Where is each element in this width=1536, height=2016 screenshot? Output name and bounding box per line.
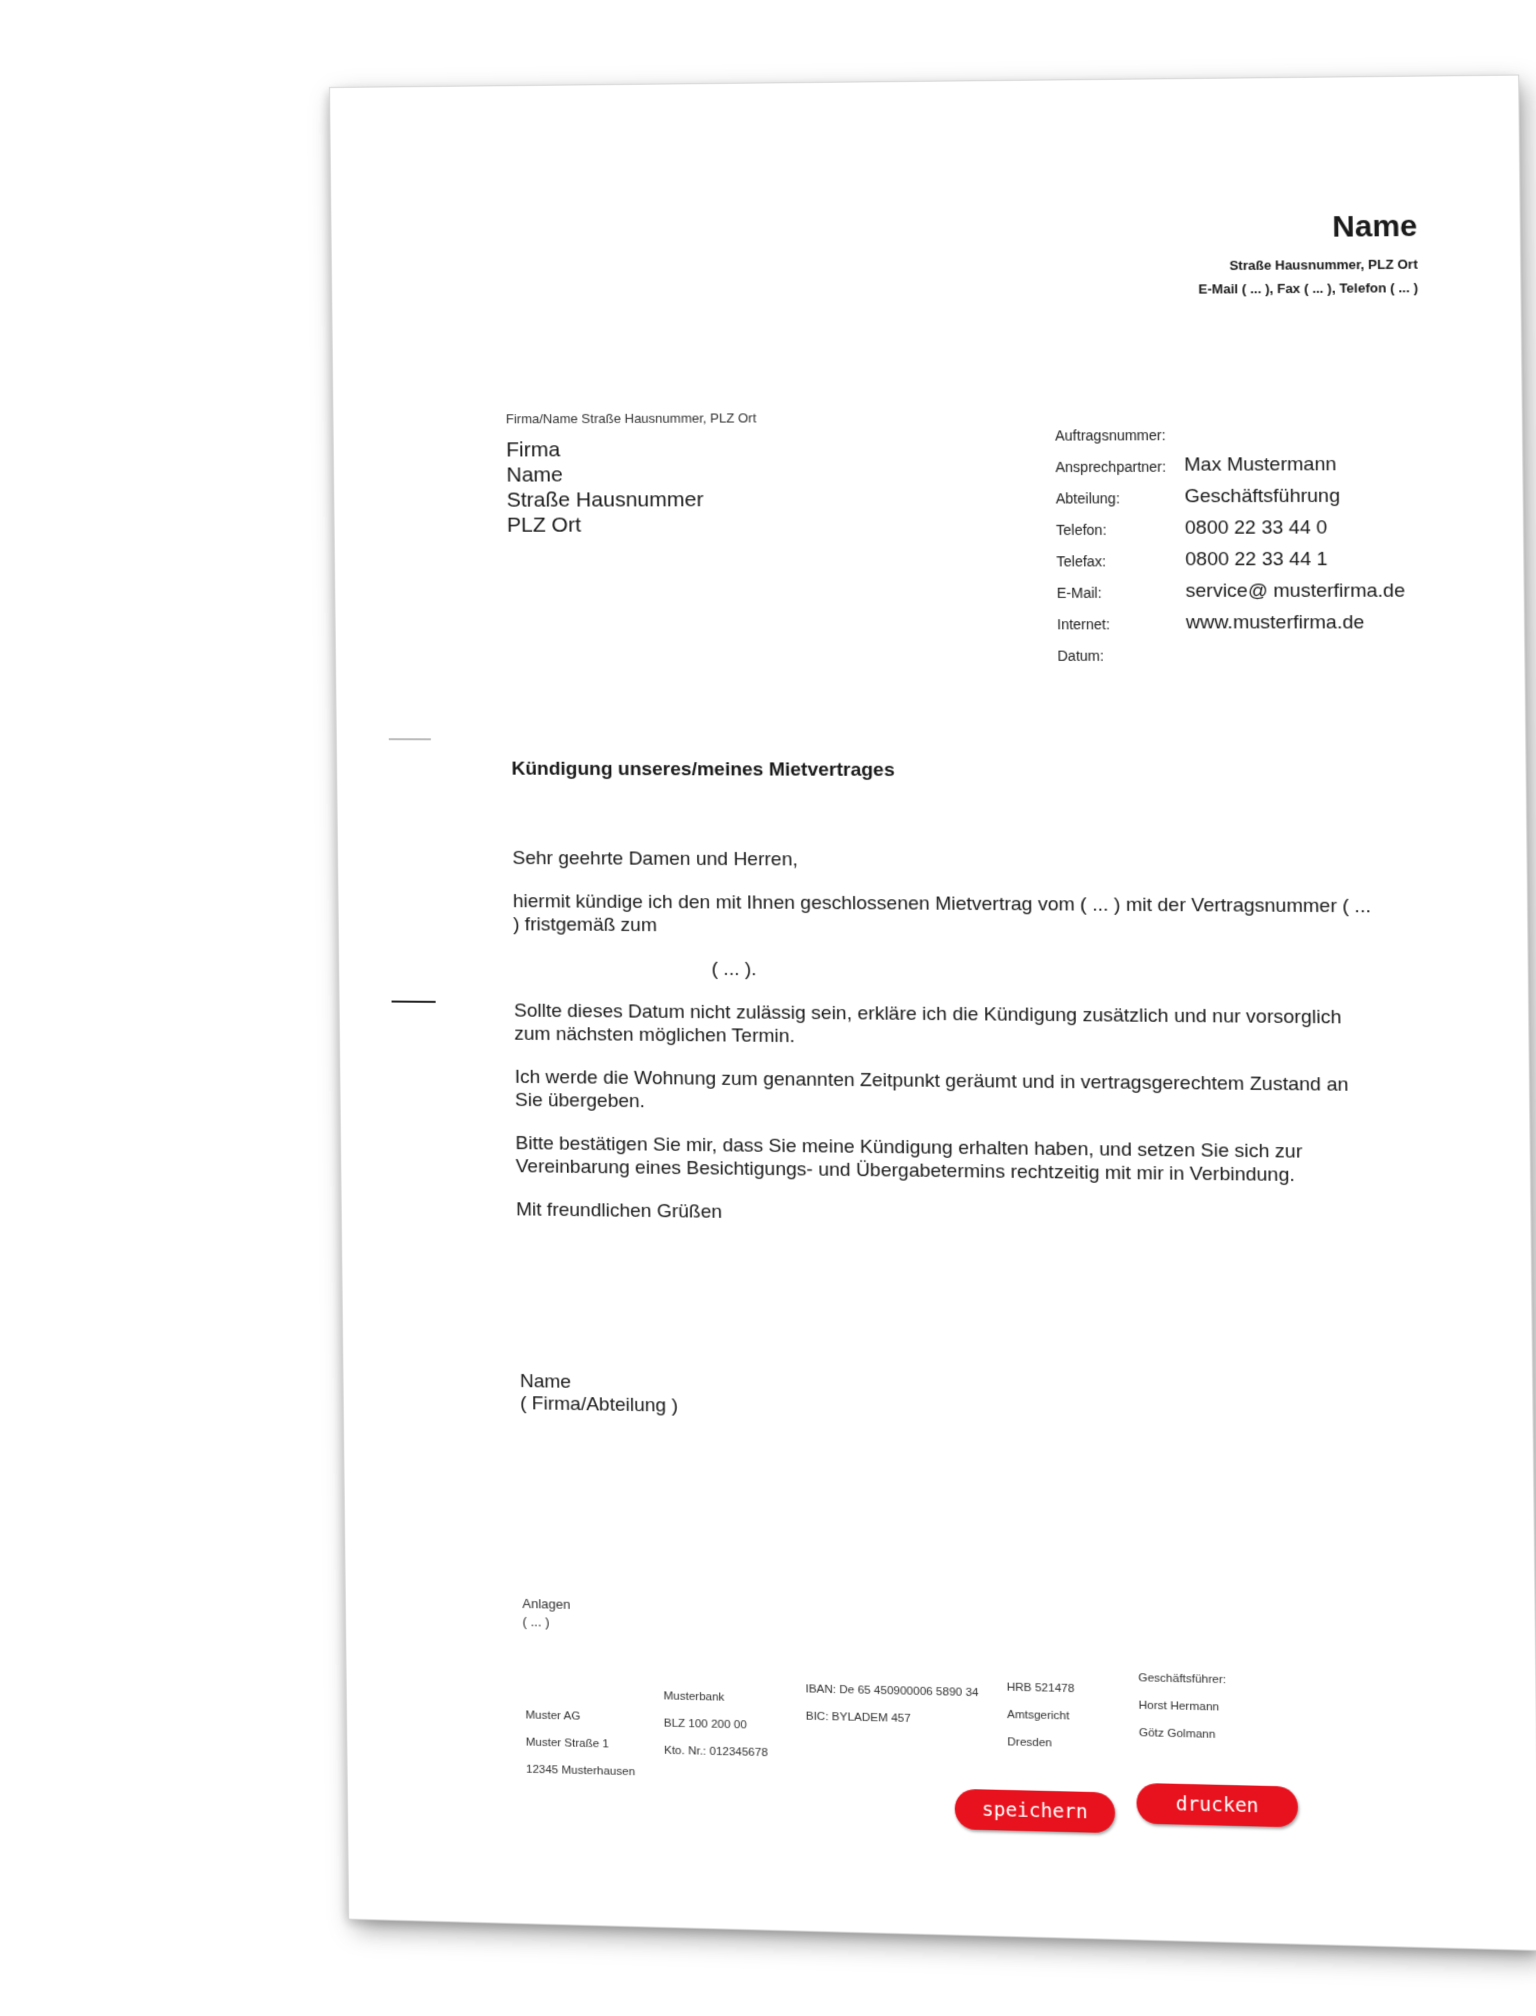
footer-iban — [805, 1676, 979, 1734]
info-value: Geschäftsführung — [1184, 485, 1341, 508]
save-button[interactable]: speichern — [955, 1789, 1116, 1833]
signature-department: ( Firma/Abteilung ) — [520, 1393, 679, 1417]
info-label: Datum: — [1057, 647, 1104, 664]
footer-line: Amtsgericht — [1006, 1708, 1070, 1723]
body-paragraph: Ich werde die Wohnung zum genannten Zeitpunkt geräumt und in vertragsgerechtem Zustand an Sie übergeben. — [514, 1066, 1349, 1113]
fold-mark — [389, 738, 431, 740]
info-label: E-Mail: — [1056, 584, 1102, 601]
body-paragraph: hiermit kündige ich den mit Ihnen geschlossenen Mietvertrag vom ( ... ) mit der Vertragsnummer ( ... ) fristgemäß zum — [512, 891, 1372, 937]
footer-line: BLZ 100 200 00 — [663, 1717, 747, 1732]
info-label: Abteilung: — [1055, 490, 1120, 507]
footer-line: Muster Straße 1 — [525, 1736, 609, 1751]
footer-line: Götz Golmann — [1138, 1727, 1216, 1741]
info-row-phone — [1056, 517, 1429, 549]
info-value: 0800 22 33 44 0 — [1184, 517, 1328, 539]
attachments — [522, 1595, 570, 1632]
sender-name: Name — [1332, 209, 1418, 244]
info-value: 0800 22 33 44 1 — [1185, 548, 1328, 571]
info-row-email — [1057, 580, 1430, 612]
recipient-street: Straße Hausnummer — [506, 488, 704, 512]
print-button[interactable]: drucken — [1136, 1783, 1298, 1828]
info-row-website — [1057, 612, 1430, 644]
footer-line: Horst Hermann — [1138, 1699, 1220, 1714]
punch-mark — [392, 1001, 436, 1003]
salutation: Sehr geehrte Damen und Herren, — [512, 847, 798, 871]
info-label: Internet: — [1057, 616, 1111, 633]
signature-block — [520, 1371, 678, 1418]
attachments-label: Anlagen — [522, 1595, 571, 1612]
sender-address: Straße Hausnummer, PLZ Ort — [1229, 256, 1418, 274]
info-label: Auftragsnummer: — [1055, 427, 1166, 444]
attachments-value: ( ... ) — [522, 1613, 550, 1630]
info-value: www.musterfirma.de — [1185, 612, 1365, 634]
footer-line: Geschäftsführer: — [1138, 1672, 1227, 1687]
footer-line: Kto. Nr.: 012345678 — [664, 1744, 768, 1760]
footer-line: Muster AG — [525, 1709, 581, 1723]
recipient-company: Firma — [506, 438, 561, 462]
footer-bank — [663, 1683, 768, 1767]
body-paragraph: Sollte dieses Datum nicht zulässig sein, erkläre ich die Kündigung zusätzlich und nur vorsorglich zum nächsten möglichen Termin. — [513, 1000, 1342, 1048]
body-paragraph: Bitte bestätigen Sie mir, dass Sie meine Kündigung erhalten haben, und setzen Sie sich zur Vereinbarung eines Besichtigungs- und Übergabetermins rechtzeitig mit mir in Verbindung. — [515, 1133, 1303, 1187]
termination-date-placeholder: ( ... ). — [711, 958, 757, 981]
footer-management — [1138, 1665, 1227, 1749]
sender-contact: E-Mail ( ... ), Fax ( ... ), Telefon ( ... ) — [1198, 279, 1419, 297]
footer-register — [1007, 1674, 1076, 1758]
closing: Mit freundlichen Grüßen — [516, 1199, 723, 1223]
info-value: Max Mustermann — [1184, 453, 1337, 476]
info-row-department — [1056, 485, 1429, 517]
footer-company — [525, 1702, 635, 1786]
footer-line: IBAN: De 65 450900006 5890 34 — [805, 1683, 979, 1700]
letter-body — [512, 847, 1376, 1252]
footer-line: Dresden — [1007, 1736, 1053, 1750]
recipient-address — [506, 437, 704, 538]
info-row-date — [1057, 644, 1430, 676]
footer-line: BIC: BYLADEM 457 — [805, 1710, 911, 1726]
info-block — [1055, 422, 1431, 676]
footer-line: HRB 521478 — [1006, 1681, 1075, 1696]
info-row-order-number — [1055, 422, 1428, 455]
letter-subject: Kündigung unseres/meines Mietvertrages — [511, 758, 895, 781]
footer-line: Musterbank — [663, 1690, 725, 1704]
info-label: Telefon: — [1056, 521, 1107, 539]
footer-line: 12345 Musterhausen — [525, 1763, 636, 1779]
recipient-city: PLZ Ort — [506, 513, 582, 537]
info-row-fax — [1056, 549, 1429, 581]
info-value: service@ musterfirma.de — [1185, 580, 1406, 602]
recipient-name: Name — [506, 463, 563, 487]
signature-name: Name — [519, 1370, 572, 1393]
info-row-contact-person — [1055, 454, 1428, 487]
info-label: Telefax: — [1056, 553, 1107, 570]
return-address-line: Firma/Name Straße Hausnummer, PLZ Ort — [505, 410, 757, 427]
letter-page — [330, 76, 1536, 1950]
info-label: Ansprechpartner: — [1055, 458, 1167, 476]
